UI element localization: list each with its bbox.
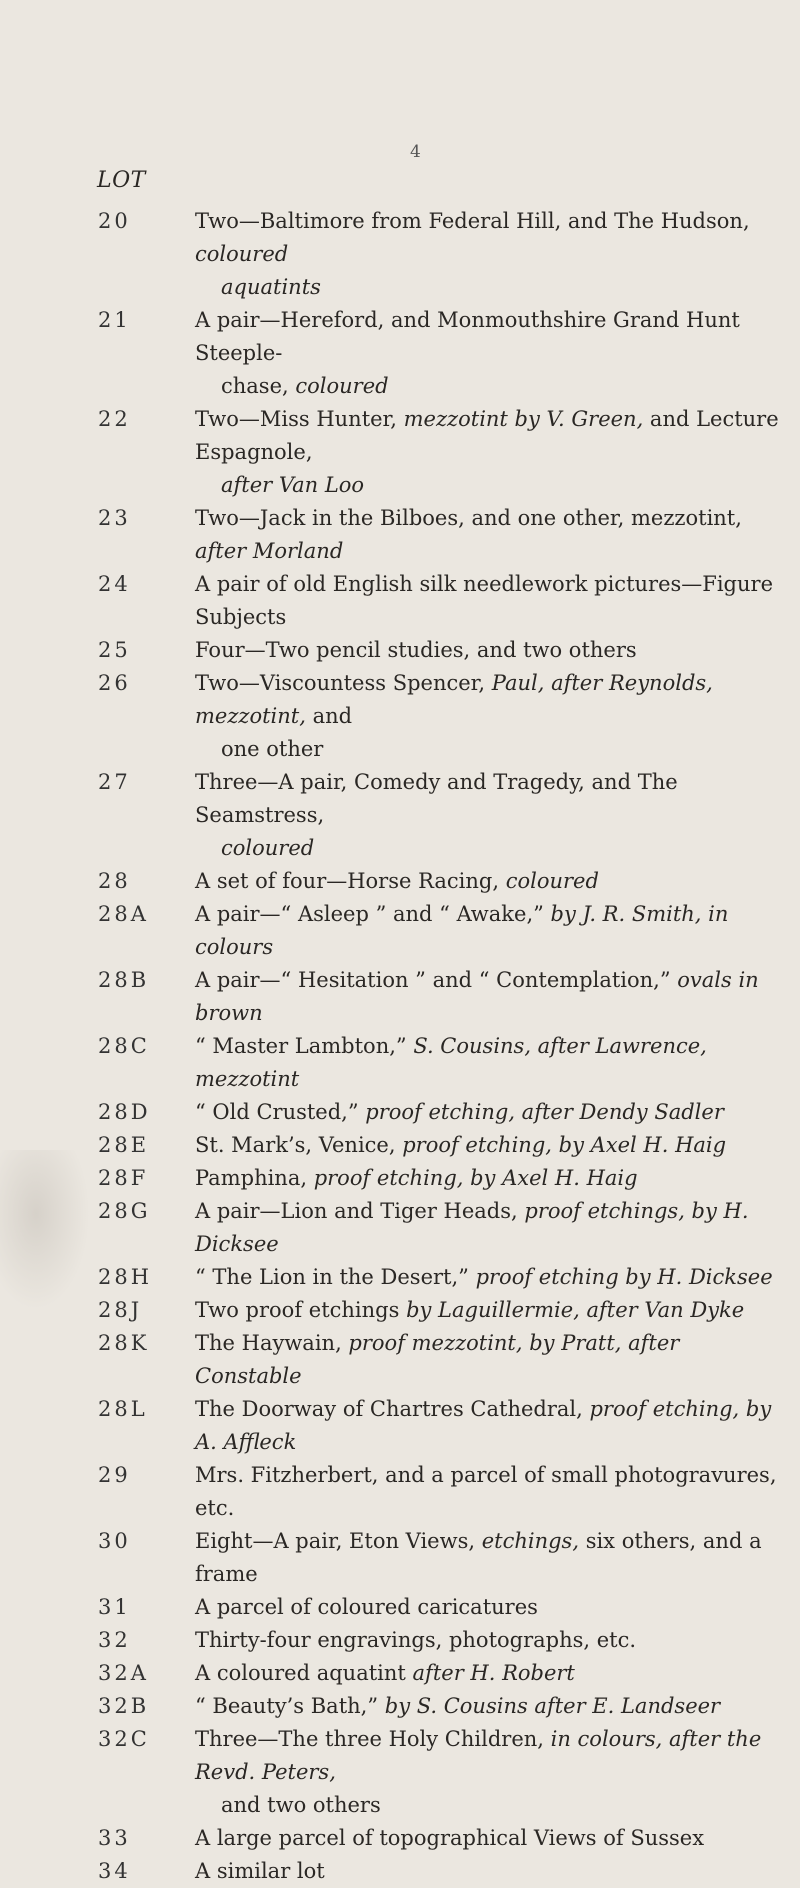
description-text: by S. Cousins after E. Landseer [384, 1694, 721, 1718]
description-text: and [305, 704, 353, 728]
lot-number: 28C [98, 1034, 150, 1058]
description-text: proof etchings, by H. Dicksee [195, 1199, 749, 1256]
description-text: six others, and a frame [195, 1529, 762, 1586]
description-text: “ Old Crusted,” [195, 1100, 366, 1124]
description-text: by J. R. Smith, in colours [195, 902, 729, 959]
description-text: after H. Robert [412, 1661, 575, 1685]
description-text: etchings, [481, 1529, 580, 1553]
description-text: and Lecture Espagnole, [195, 407, 779, 464]
lot-number: 30 [98, 1529, 131, 1553]
description-text: Thirty-four engravings, photographs, etc. [195, 1628, 637, 1652]
description-text: Two—Viscountess Spencer, [195, 671, 492, 695]
lot-entry [0, 1657, 800, 1690]
description-text: A pair—Hereford, and Monmouthshire Grand Hunt Steeple- [195, 308, 740, 365]
description-text: Two—Baltimore from Federal Hill, and The Hudson, [195, 209, 750, 233]
lot-number: 32B [98, 1694, 150, 1718]
lot-entry [0, 1195, 800, 1261]
lot-description [195, 1591, 800, 1624]
description-text: Two—Miss Hunter, [195, 407, 404, 431]
lot-description [195, 1195, 800, 1261]
lot-number: 32A [98, 1661, 149, 1685]
lot-entry [0, 1459, 800, 1525]
description-text: Eight—A pair, Eton Views, [195, 1529, 482, 1553]
lot-number: 28K [98, 1331, 150, 1355]
lot-number: 31 [98, 1595, 131, 1619]
lot-number: 28G [98, 1199, 151, 1223]
lot-description [195, 1822, 800, 1855]
lot-entry [0, 205, 800, 304]
lot-description [195, 1162, 800, 1195]
lot-number: 28F [98, 1166, 149, 1190]
description-continuation [195, 733, 784, 766]
lot-number: 28D [98, 1100, 151, 1124]
lot-description [195, 865, 800, 898]
lot-entry [0, 964, 800, 1030]
lot-entry [0, 1030, 800, 1096]
description-continuation [195, 370, 784, 403]
lot-entry [0, 1294, 800, 1327]
description-text: A similar lot [195, 1859, 325, 1883]
description-text: The Haywain, [195, 1331, 349, 1355]
lot-description [195, 1327, 800, 1393]
description-text: “ Beauty’s Bath,” [195, 1694, 385, 1718]
lot-list [0, 205, 800, 1888]
lot-entry [0, 1855, 800, 1888]
description-text: coloured [195, 242, 289, 266]
description-text: St. Mark’s, Venice, [195, 1133, 403, 1157]
lot-entry [0, 502, 800, 568]
description-text: Two proof etchings [195, 1298, 407, 1322]
description-text: one other [221, 737, 324, 761]
lot-description [195, 1030, 800, 1096]
lot-description [195, 1657, 800, 1690]
lot-entry [0, 1624, 800, 1657]
lot-entry [0, 1096, 800, 1129]
description-text: A large parcel of topographical Views of Sussex [195, 1826, 705, 1850]
lot-number: 28J [98, 1298, 143, 1322]
lot-entry [0, 898, 800, 964]
description-text: A pair—Lion and Tiger Heads, [195, 1199, 525, 1223]
lot-number: 21 [98, 308, 131, 332]
lot-number: 24 [98, 572, 131, 596]
lot-description [195, 1855, 800, 1888]
lot-description [195, 1624, 800, 1657]
lot-number: 32C [98, 1727, 150, 1751]
lot-description [195, 898, 800, 964]
lot-entry [0, 1822, 800, 1855]
lot-number: 25 [98, 638, 131, 662]
lot-number: 28B [98, 968, 150, 992]
lot-number: 27 [98, 770, 131, 794]
lot-number: 28A [98, 902, 149, 926]
lot-description [195, 1393, 800, 1459]
lot-description [195, 403, 800, 502]
lot-description [195, 1525, 800, 1591]
lot-description [195, 205, 800, 304]
lot-entry [0, 1525, 800, 1591]
lot-entry [0, 865, 800, 898]
lot-description [195, 1261, 800, 1294]
description-text: A set of four—Horse Racing, [195, 869, 506, 893]
description-text: Three—A pair, Comedy and Tragedy, and The Seamstress, [195, 770, 678, 827]
description-text: S. Cousins, after Lawrence, mezzotint [195, 1034, 707, 1091]
description-text: and two others [221, 1793, 381, 1817]
description-continuation [195, 832, 784, 865]
lot-number: 28L [98, 1397, 148, 1421]
description-text: coloured [295, 374, 389, 398]
description-continuation [195, 1789, 784, 1822]
description-text: proof etching, by Axel H. Haig [402, 1133, 727, 1157]
lot-entry [0, 1393, 800, 1459]
lot-column-header: LOT [97, 168, 146, 193]
description-text: after Van Loo [221, 473, 365, 497]
description-text: after Morland [195, 539, 344, 563]
description-text: ovals in brown [195, 968, 759, 1025]
description-text: by Laguillermie, after Van Dyke [406, 1298, 745, 1322]
description-text: Paul, after Reynolds, mezzotint, [195, 671, 713, 728]
description-text: proof etching, after Dendy Sadler [365, 1100, 724, 1124]
lot-description [195, 1459, 800, 1525]
description-text: aquatints [221, 275, 321, 299]
lot-description [195, 1723, 800, 1822]
description-text: “ Master Lambton,” [195, 1034, 414, 1058]
description-continuation [195, 469, 784, 502]
description-text: proof etching, by Axel H. Haig [313, 1166, 638, 1190]
description-text: “ The Lion in the Desert,” [195, 1265, 476, 1289]
description-continuation [195, 271, 784, 304]
lot-number: 26 [98, 671, 131, 695]
description-text: proof mezzotint, by Pratt, after Constable [195, 1331, 680, 1388]
lot-description [195, 766, 800, 865]
lot-description [195, 502, 800, 568]
lot-entry [0, 1723, 800, 1822]
lot-entry [0, 568, 800, 634]
description-text: in colours, after the Revd. Peters, [195, 1727, 762, 1784]
page-number: 4 [410, 142, 421, 162]
lot-number: 32 [98, 1628, 131, 1652]
lot-entry [0, 634, 800, 667]
description-text: Four—Two pencil studies, and two others [195, 638, 637, 662]
lot-number: 22 [98, 407, 131, 431]
lot-description [195, 1096, 800, 1129]
description-text: Three—The three Holy Children, [195, 1727, 551, 1751]
lot-entry [0, 304, 800, 403]
lot-number: 28 [98, 869, 131, 893]
lot-number: 29 [98, 1463, 131, 1487]
lot-entry [0, 1162, 800, 1195]
lot-description [195, 964, 800, 1030]
description-text: Two—Jack in the Bilboes, and one other, mezzotint, [195, 506, 742, 530]
lot-description [195, 667, 800, 766]
lot-number: 28H [98, 1265, 153, 1289]
description-text: A pair—“ Hesitation ” and “ Contemplation,” [195, 968, 678, 992]
lot-description [195, 1129, 800, 1162]
description-text: mezzotint by V. Green, [403, 407, 644, 431]
description-text: A pair—“ Asleep ” and “ Awake,” [195, 902, 551, 926]
lot-description [195, 634, 800, 667]
lot-entry [0, 1327, 800, 1393]
lot-entry [0, 667, 800, 766]
lot-number: 28E [98, 1133, 150, 1157]
lot-description [195, 304, 800, 403]
lot-description [195, 568, 800, 634]
description-text: proof etching, by A. Affleck [195, 1397, 772, 1454]
description-text: Pamphina, [195, 1166, 314, 1190]
description-text: coloured [221, 836, 315, 860]
description-text: A pair of old English silk needlework pictures—Figure Subjects [195, 572, 773, 629]
lot-number: 33 [98, 1826, 131, 1850]
description-text: proof etching by H. Dicksee [475, 1265, 773, 1289]
lot-description [195, 1690, 800, 1723]
lot-entry [0, 1261, 800, 1294]
description-text: coloured [505, 869, 599, 893]
lot-entry [0, 403, 800, 502]
lot-entry [0, 1690, 800, 1723]
description-text: A parcel of coloured caricatures [195, 1595, 538, 1619]
lot-number: 20 [98, 209, 131, 233]
description-text: A coloured aquatint [195, 1661, 413, 1685]
lot-entry [0, 1129, 800, 1162]
lot-entry [0, 1591, 800, 1624]
description-text: Mrs. Fitzherbert, and a parcel of small photogravures, etc. [195, 1463, 777, 1520]
description-text: The Doorway of Chartres Cathedral, [195, 1397, 590, 1421]
description-text: chase, [221, 374, 296, 398]
lot-description [195, 1294, 800, 1327]
lot-entry [0, 766, 800, 865]
lot-number: 34 [98, 1859, 131, 1883]
lot-number: 23 [98, 506, 131, 530]
